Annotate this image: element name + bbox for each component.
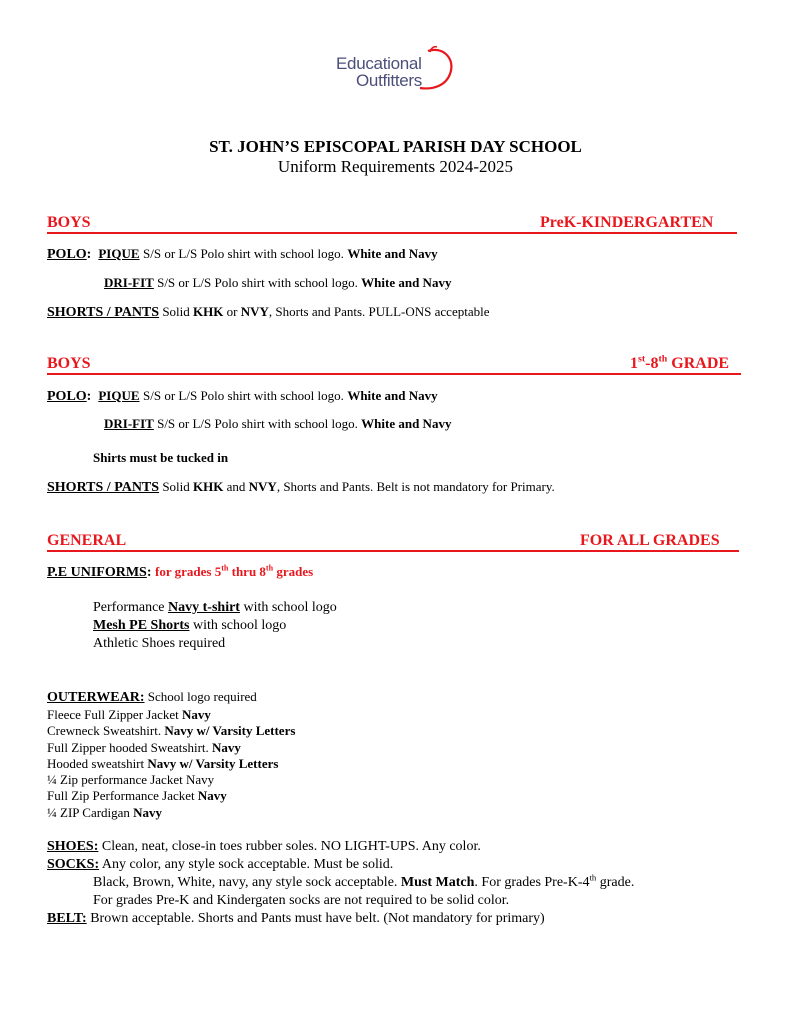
socks-l2-end: grade. (596, 875, 635, 890)
polo-label: POLO (47, 389, 87, 404)
item-text: ¼ Zip performance Jacket Navy (47, 772, 215, 788)
list-item (47, 788, 295, 804)
socks-row (47, 857, 393, 873)
section-rule (47, 373, 741, 375)
pe-line-1 (93, 600, 337, 616)
pique-label: PIQUE (98, 388, 140, 403)
section-boys-prek-right: PreK-KINDERGARTEN (540, 214, 714, 231)
drifit-label: DRI-FIT (104, 275, 154, 290)
pique-text: S/S or L/S Polo shirt with school logo. (143, 246, 344, 261)
polo-label: POLO (47, 247, 87, 262)
shorts-khk: KHK (193, 479, 224, 494)
pe-uniforms-row (47, 564, 313, 581)
pe-grades-pre: for grades 5 (155, 564, 222, 579)
item-text: Crewneck Sweatshirt. (47, 723, 162, 739)
list-item (47, 772, 295, 788)
pe-l1-u: Navy t-shirt (168, 600, 240, 615)
section-boys-prek-left: BOYS (47, 214, 91, 231)
section-rule (47, 550, 739, 552)
section-rule (47, 232, 737, 234)
shorts-post: , Shorts and Pants. Belt is not mandatory for Primary. (276, 479, 555, 494)
grade-word: GRADE (671, 355, 730, 372)
pe-l2-u: Mesh PE Shorts (93, 618, 190, 633)
pe-thru: thru 8 (228, 564, 266, 579)
belt-label: BELT: (47, 911, 87, 926)
item-text: Fleece Full Zipper Jacket (47, 707, 179, 722)
shoes-text: Clean, neat, close-in toes rubber soles. NO LIGHT-UPS. Any color. (101, 839, 481, 854)
school-title: ST. JOHN’S EPISCOPAL PARISH DAY SCHOOL (209, 137, 582, 156)
shoes-row (47, 839, 481, 855)
pe-l1-pre: Performance (93, 600, 165, 615)
logo-line-1: Educational (336, 54, 422, 73)
apple-swoosh-icon (416, 44, 461, 94)
pe-sup2: th (265, 563, 274, 573)
shorts-or: or (226, 304, 238, 319)
pe-grades (155, 564, 313, 579)
pe-label: P.E UNIFORMS (47, 565, 147, 580)
section-boys-grade-right (630, 355, 729, 373)
item-bold: Navy (197, 788, 227, 804)
socks-text: Any color, any style sock acceptable. Must be solid. (101, 857, 394, 872)
polo-row-grade (47, 388, 438, 405)
socks-l2-pre: Black, Brown, White, navy, any style sock acceptable. (93, 875, 398, 890)
pe-l2-post: with school logo (192, 618, 287, 633)
belt-row (47, 911, 545, 927)
grade-dash: -8 (645, 355, 659, 372)
outerwear-heading (47, 689, 257, 706)
item-bold: Navy w/ Varsity Letters (164, 723, 296, 739)
socks-label: SOCKS: (47, 857, 100, 872)
section-general-right: FOR ALL GRADES (580, 532, 720, 549)
shorts-label: SHORTS / PANTS (47, 305, 160, 320)
shorts-nvy: NVY (240, 304, 269, 319)
shorts-pre: Solid (162, 304, 190, 319)
section-general-left: GENERAL (47, 532, 127, 549)
pe-sup1: th (221, 563, 229, 573)
list-item (47, 805, 295, 821)
pe-line-3: Athletic Shoes required (93, 636, 226, 651)
pique-text: S/S or L/S Polo shirt with school logo. (143, 388, 344, 403)
socks-l2-post: . For grades Pre-K-4 (474, 875, 590, 890)
socks-l2-sup: th (589, 872, 597, 883)
polo-sep: : (86, 389, 92, 404)
polo-row-prek (47, 246, 438, 263)
belt-text: Brown acceptable. Shorts and Pants must have belt. (Not mandatory for primary) (90, 911, 545, 926)
grade-sup2: th (658, 353, 668, 365)
shorts-and: and (226, 479, 246, 494)
drifit-row-grade (104, 416, 451, 432)
item-bold: Navy (133, 804, 163, 820)
item-text: ¼ ZIP Cardigan (47, 804, 130, 820)
list-item (47, 740, 295, 756)
shorts-row-grade (47, 479, 555, 496)
pique-colors: White and Navy (347, 246, 438, 261)
socks-line-3: For grades Pre-K and Kindergaten socks are not required to be solid color. (93, 893, 510, 908)
socks-l2-bold: Must Match (400, 875, 475, 890)
drifit-row-prek (104, 275, 451, 291)
pique-colors: White and Navy (347, 388, 438, 403)
shorts-label: SHORTS / PANTS (47, 480, 160, 495)
item-bold: Navy w/ Varsity Letters (147, 755, 279, 771)
polo-sep: : (86, 247, 92, 262)
shorts-pre: Solid (162, 479, 190, 494)
grade-num1: 1 (630, 355, 638, 372)
tucked-note: Shirts must be tucked in (93, 450, 229, 465)
drifit-colors: White and Navy (361, 416, 452, 431)
pe-l1-post: with school logo (243, 600, 337, 615)
logo-line-2: Outfitters (356, 71, 422, 90)
grade-sup1: st (638, 353, 646, 365)
shorts-khk: KHK (193, 304, 224, 319)
shoes-label: SHOES: (47, 839, 99, 854)
item-bold: Navy (212, 739, 241, 755)
item-text: Full Zip Performance Jacket (47, 788, 195, 804)
drifit-label: DRI-FIT (104, 416, 154, 431)
pe-line-2 (93, 618, 286, 634)
drifit-text: S/S or L/S Polo shirt with school logo. (157, 416, 358, 431)
drifit-colors: White and Navy (361, 275, 452, 290)
item-text: Full Zipper hooded Sweatshirt. (47, 739, 209, 755)
item-bold: Navy (182, 707, 211, 722)
shorts-nvy: NVY (248, 479, 277, 494)
list-item (47, 756, 295, 772)
drifit-text: S/S or L/S Polo shirt with school logo. (157, 275, 358, 290)
list-item (47, 723, 295, 739)
pe-grades-post: grades (273, 564, 314, 579)
outerwear-list (47, 707, 295, 821)
document-subtitle: Uniform Requirements 2024-2025 (277, 157, 514, 176)
outerwear-note: School logo required (147, 689, 257, 704)
educational-outfitters-logo (336, 44, 461, 94)
item-text: Hooded sweatshirt (47, 755, 145, 771)
outerwear-label: OUTERWEAR: (47, 690, 145, 705)
pique-label: PIQUE (98, 246, 140, 261)
list-item (47, 707, 295, 723)
shorts-post: , Shorts and Pants. PULL-ONS acceptable (268, 304, 490, 319)
socks-line-2 (93, 872, 635, 891)
pe-colon: : (146, 565, 152, 580)
section-boys-grade-left: BOYS (47, 355, 91, 372)
shorts-row-prek (47, 304, 490, 321)
